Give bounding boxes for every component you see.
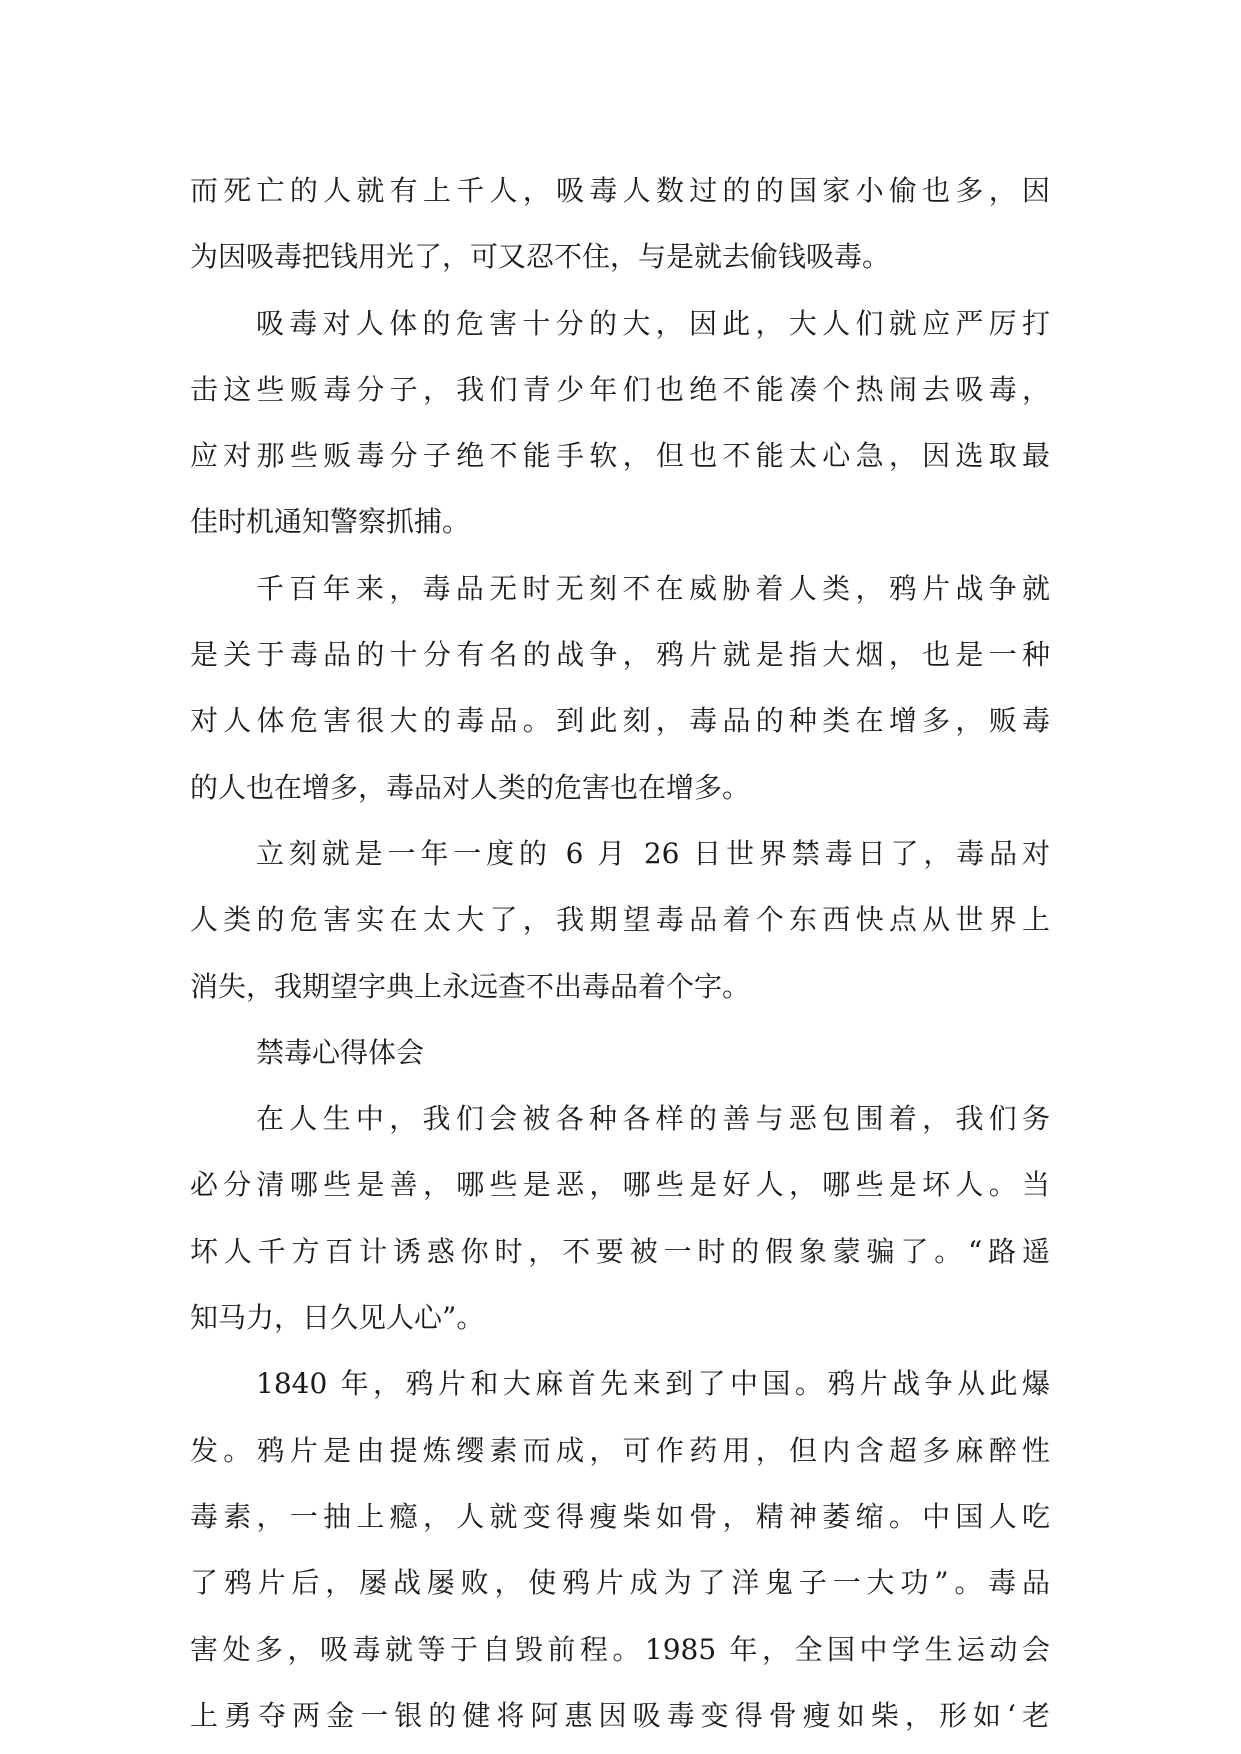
text-line: 击这些贩毒分子，我们青少年们也绝不能凑个热闹去吸毒， bbox=[190, 372, 1050, 406]
text-line: 的人也在增多，毒品对人类的危害也在增多。 bbox=[190, 770, 751, 804]
text-line: 必分清哪些是善，哪些是恶，哪些是好人，哪些是坏人。当 bbox=[190, 1168, 1050, 1202]
text-line: 应对那些贩毒分子绝不能手软，但也不能太心急，因选取最 bbox=[190, 439, 1050, 473]
text-line: 是关于毒品的十分有名的战争，鸦片就是指大烟，也是一种 bbox=[190, 638, 1050, 672]
text-line: 而死亡的人就有上千人，吸毒人数过的的国家小偷也多，因 bbox=[190, 174, 1050, 207]
text-line: 吸毒对人体的危害十分的大，因此，大人们就应严厉打 bbox=[256, 306, 1050, 340]
text-line: 佳时机通知警察抓捕。 bbox=[190, 505, 471, 539]
text-line: 发。鸦片是由提炼缨素而成，可作药用，但内含超多麻醉性 bbox=[190, 1433, 1050, 1467]
section-heading: 禁毒心得体会 bbox=[256, 1035, 425, 1069]
text-line: 坏人千方百计诱惑你时，不要被一时的假象蒙骗了。“路遥 bbox=[190, 1234, 1050, 1268]
text-line: 知马力，日久见人心”。 bbox=[190, 1301, 485, 1335]
text-line: 在人生中，我们会被各种各样的善与恶包围着，我们务 bbox=[256, 1102, 1050, 1136]
text-line: 消失，我期望字典上永远查不出毒品着个字。 bbox=[190, 969, 751, 1003]
body-text bbox=[190, 158, 1050, 1749]
text-line: 千百年来，毒品无时无刻不在威胁着人类，鸦片战争就 bbox=[256, 571, 1050, 605]
text-line: 上勇夺两金一银的健将阿惠因吸毒变得骨瘦如柴，形如‘老 bbox=[190, 1698, 1050, 1732]
text-line: 害处多，吸毒就等于自毁前程。1985 年，全国中学生运动会 bbox=[190, 1632, 1050, 1666]
text-line: 对人体危害很大的毒品。到此刻，毒品的种类在增多，贩毒 bbox=[190, 704, 1050, 738]
text-line: 立刻就是一年一度的 6 月 26 日世界禁毒日了，毒品对 bbox=[256, 836, 1050, 870]
text-line: 了鸦片后，屡战屡败，使鸦片成为了洋鬼子一大功”。毒品 bbox=[190, 1566, 1050, 1600]
text-line: 人类的危害实在太大了，我期望毒品着个东西快点从世界上 bbox=[190, 903, 1050, 937]
text-line: 为因吸毒把钱用光了，可又忍不住，与是就去偷钱吸毒。 bbox=[190, 240, 891, 274]
text-line: 1840 年，鸦片和大麻首先来到了中国。鸦片战争从此爆 bbox=[256, 1367, 1050, 1401]
text-line: 毒素，一抽上瘾，人就变得瘦柴如骨，精神萎缩。中国人吃 bbox=[190, 1499, 1050, 1533]
